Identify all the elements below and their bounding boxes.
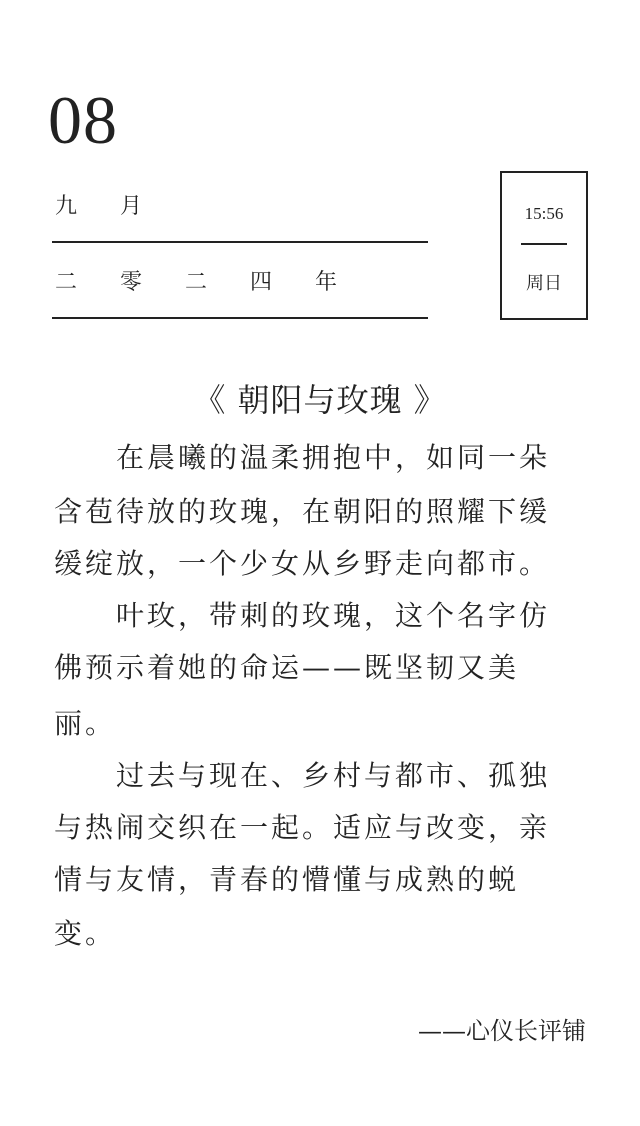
body-line: 含苞待放的玫瑰，在朝阳的照耀下缓 (54, 495, 551, 528)
month-label: 九 月 (55, 194, 160, 219)
body-line: 与热闹交织在一起。适应与改变，亲 (54, 811, 551, 844)
weekday-label: 周日 (526, 273, 562, 294)
year-label: 二 零 二 四 年 (55, 270, 355, 295)
divider-line (52, 241, 428, 243)
time-box (500, 171, 588, 320)
body-line: 过去与现在、乡村与都市、孤独 (54, 759, 551, 792)
body-line: 佛预示着她的命运——既坚韧又美 (54, 651, 520, 684)
divider-line (52, 317, 428, 319)
body-line: 丽。 (54, 707, 117, 740)
clock-time: 15:56 (524, 204, 564, 223)
day-number: 08 (48, 82, 118, 158)
body-line: 在晨曦的温柔拥抱中，如同一朵 (54, 441, 551, 474)
clock-divider (521, 243, 567, 245)
body-line: 情与友情，青春的懵懂与成熟的蜕 (54, 863, 520, 896)
body-line: 叶玫，带刺的玫瑰，这个名字仿 (54, 599, 551, 632)
body-line: 变。 (54, 917, 117, 950)
body-line: 缓绽放，一个少女从乡野走向都市。 (54, 547, 551, 580)
signature: ——心仪长评铺 (418, 1017, 586, 1045)
article-title: 《 朝阳与玫瑰 》 (193, 381, 447, 419)
